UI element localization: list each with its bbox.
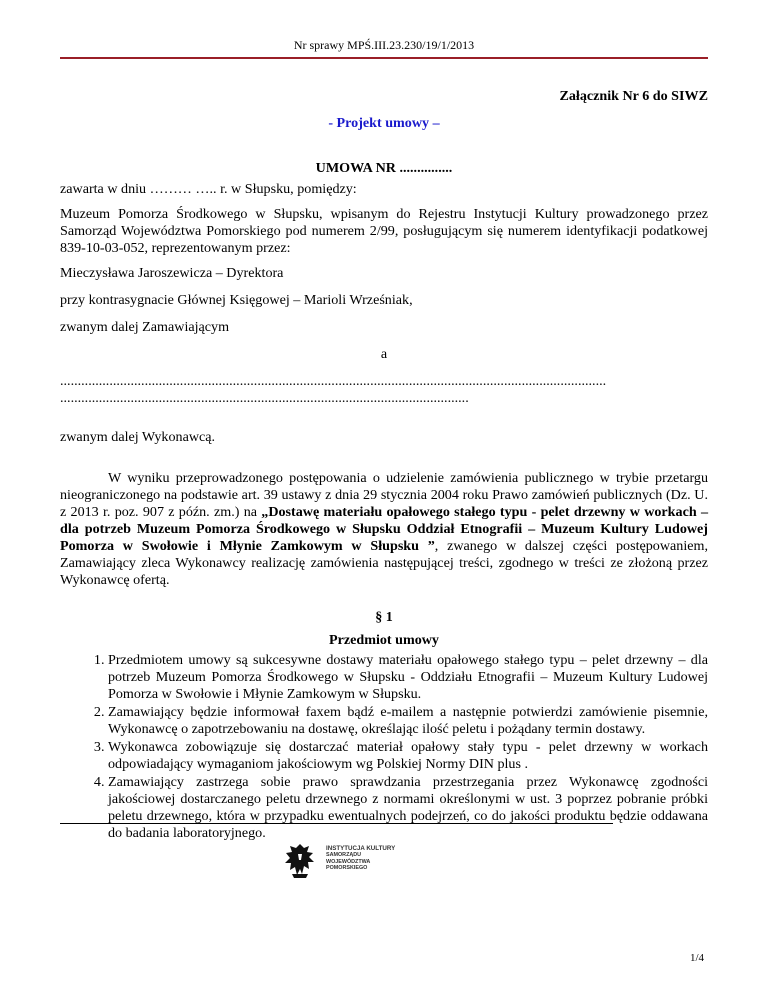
- document-body: [60, 88, 708, 843]
- attachment-label: Załącznik Nr 6 do SIWZ: [559, 88, 708, 104]
- intro-text-2: , zwanego w dalszej części postępowaniem, Zamawiający zleca Wykonawcy realizację zamówienia następującej treści, zgodnego w treści ze złożoną przez Wykonawcę ofertą.: [60, 538, 708, 588]
- logo-line-4: POMORSKIEGO: [326, 865, 368, 872]
- representative: Mieczysława Jaroszewicza – Dyrektora: [60, 265, 284, 281]
- section-items: [60, 652, 708, 842]
- list-item: 3. Wykonawca zobowiązuje się dostarczać materiał opałowy stały typu - pelet drzewny w workach odpowiadający wymaganiom jakościowym wg Polskiej Normy DIN plus .: [108, 739, 708, 773]
- project-label: - Projekt umowy –: [328, 115, 440, 131]
- section-title: Przedmiot umowy: [329, 632, 439, 648]
- logo-line-2: SAMORZĄDU: [326, 852, 362, 859]
- header-rule: [60, 57, 708, 59]
- concluded-on: zawarta w dniu ……… ….. r. w Słupsku, pomiędzy:: [60, 181, 357, 197]
- intro-subject: „Dostawę materiału opałowego stałego typu - pelet drzewny w workach – dla potrzeb Muzeum Pomorza Środkowego w Słupsku Oddział Etnografii – Muzeum Kultury Ludowej Pomorza w Swołowie i Młynie Zamkowym w Słupsku ”: [60, 504, 708, 554]
- and-conjunction: a: [380, 346, 388, 362]
- logo-line-3: WOJEWÓDZTWA: [326, 858, 371, 865]
- intro-text-1: W wyniku przeprowadzonego postępowania o udzielenie zamówienia publicznego w trybie przetargu nieograniczonego na podstawie art. 39 ustawy z dnia 29 stycznia 2004 roku Prawo zamówień publicznych (Dz. U. z 2013 r. poz. 907 z późn. zm.) na: [60, 470, 708, 520]
- contractor-dots-line-1: ...........................................................................................................................................................: [60, 373, 607, 389]
- called-contractor: zwanym dalej Wykonawcą.: [60, 429, 216, 445]
- footer-rule: [60, 823, 613, 824]
- intro-paragraph: [60, 470, 708, 589]
- institution-logo: [282, 842, 422, 882]
- contract-title: UMOWA NR ...............: [315, 160, 453, 176]
- list-item: 4. Zamawiający zastrzega sobie prawo sprawdzania przestrzegania przez Wykonawcę zgodności jakościowej dostarczanego peletu drzewnego z normami określonymi w ust. 3 poprzez pobranie próbki peletu drzewnego, która w przypadku ewentualnych podejrzeń, co do jakości produktu będzie oddawana do badania laboratoryjnego.: [108, 774, 708, 842]
- page-number: 1/4: [689, 952, 704, 964]
- logo-line-1: INSTYTUCJA KULTURY: [326, 845, 396, 852]
- countersignature: przy kontrasygnacie Głównej Księgowej – Marioli Wrześniak,: [60, 292, 413, 308]
- list-item: 2. Zamawiający będzie informował faxem bądź e-mailem a następnie potwierdzi zamówienie pisemnie, Wykonawcę o zapotrzebowaniu na dostawę, określając ilość peletu i pożądany termin dostawy.: [108, 704, 708, 738]
- party-museum: Muzeum Pomorza Środkowego w Słupsku, wpisanym do Rejestru Instytucji Kultury prowadzonego przez Samorząd Województwa Pomorskiego pod numerem 2/99, posługującym się numerem identyfikacji podatkowej 839-10-03-052, reprezentowanym przez:: [60, 206, 708, 256]
- list-item: 1. Przedmiotem umowy są sukcesywne dostawy materiału opałowego stałego typu – pelet drzewny – dla potrzeb Muzeum Pomorza Środkowego w Słupsku - Oddziału Etnografii – Muzeum Kultury Ludowej Pomorza w Swołowie i Młynie Zamkowym w Słupsku.: [108, 652, 708, 703]
- logo-text: [326, 846, 395, 872]
- section-sign: § 1: [375, 609, 393, 625]
- case-number-header: Nr sprawy MPŚ.III.23.230/19/1/2013: [293, 38, 475, 52]
- griffin-icon: [282, 842, 318, 880]
- called-ordering: zwanym dalej Zamawiającym: [60, 319, 230, 335]
- contractor-dots-line-2: ....................................................................................................................: [60, 390, 469, 406]
